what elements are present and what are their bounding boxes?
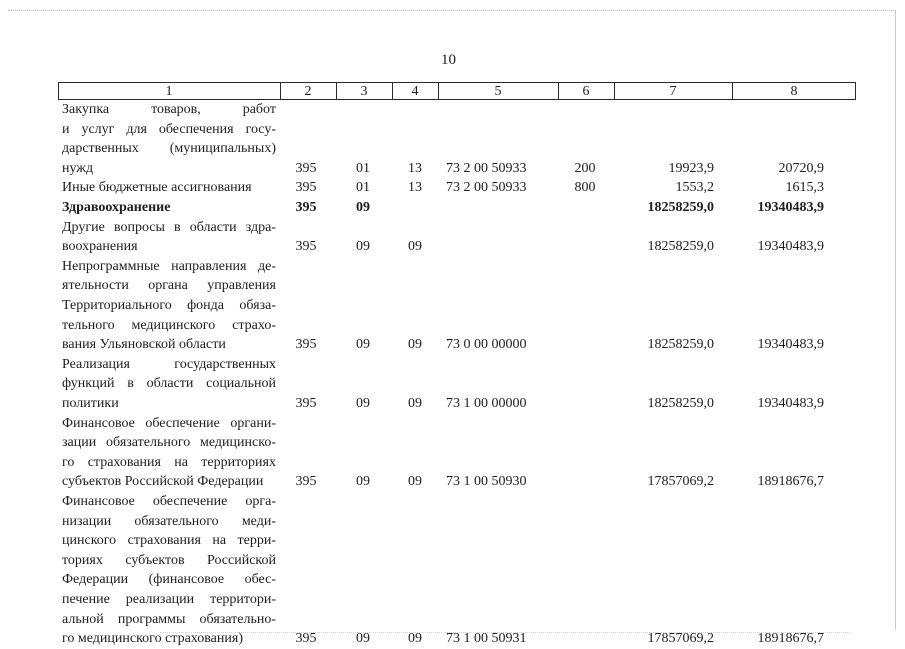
cell-c7: 18258259,0 bbox=[647, 239, 714, 255]
header-divider bbox=[855, 82, 856, 100]
cell-c7: 18258259,0 bbox=[647, 200, 714, 215]
cell-c5: 73 2 00 50933 bbox=[446, 180, 527, 196]
header-cell-7: 7 bbox=[669, 84, 677, 99]
cell-c3: 09 bbox=[356, 474, 370, 490]
header-cell-4: 4 bbox=[411, 84, 419, 99]
row-name-line: Непрограммные направления де- bbox=[62, 258, 276, 274]
row-name-line: и услуг для обеспечения госу- bbox=[62, 121, 276, 137]
header-cell-3: 3 bbox=[360, 84, 368, 99]
row-name-line: ятельности органа управления bbox=[62, 278, 276, 294]
cell-c6: 800 bbox=[574, 180, 596, 196]
row-name-line: Реализация государственных bbox=[62, 356, 276, 372]
cell-c8: 20720,9 bbox=[778, 160, 824, 176]
row-name-line: тельного медицинского страхо- bbox=[62, 317, 276, 333]
row-name bbox=[62, 178, 276, 198]
cell-c7: 17857069,2 bbox=[647, 631, 714, 647]
cell-c8: 19340483,9 bbox=[757, 337, 824, 353]
row-name bbox=[62, 355, 276, 414]
row-name-line: го страхования на территориях bbox=[62, 454, 276, 470]
row-name-line: го медицинского страхования) bbox=[62, 631, 243, 647]
cell-c2: 395 bbox=[295, 239, 317, 255]
row-name-line: альной программы обязательно- bbox=[62, 611, 276, 627]
cell-c7: 17857069,2 bbox=[647, 474, 714, 490]
cell-c8: 1615,3 bbox=[785, 180, 824, 196]
row-name bbox=[62, 198, 276, 218]
cell-c3: 09 bbox=[356, 239, 370, 255]
cell-c8: 19340483,9 bbox=[757, 396, 824, 411]
header-cell-8: 8 bbox=[790, 84, 798, 99]
row-name bbox=[62, 100, 276, 178]
cell-c2: 395 bbox=[295, 474, 317, 490]
cell-c4: 09 bbox=[408, 337, 422, 353]
cell-c6: 200 bbox=[574, 160, 596, 176]
cell-c8: 18918676,7 bbox=[757, 474, 824, 490]
cell-c5: 73 2 00 50933 bbox=[446, 160, 527, 176]
cell-c3: 09 bbox=[356, 337, 370, 353]
cell-c3: 09 bbox=[356, 200, 370, 215]
cell-c3: 01 bbox=[356, 180, 370, 196]
row-name-line: цинского страхования на терри- bbox=[62, 533, 276, 549]
cell-c3: 09 bbox=[356, 396, 370, 411]
cell-c8: 19340483,9 bbox=[757, 239, 824, 255]
cell-c7: 18258259,0 bbox=[647, 337, 714, 353]
cell-c7: 18258259,0 bbox=[647, 396, 714, 411]
cell-c2: 395 bbox=[295, 160, 317, 176]
cell-c8: 19340483,9 bbox=[757, 200, 824, 215]
cell-c5: 73 1 00 50930 bbox=[446, 474, 527, 490]
cell-c5: 73 1 00 50931 bbox=[446, 631, 527, 647]
cell-c2: 395 bbox=[295, 337, 317, 353]
row-name-line: Иные бюджетные ассигнования bbox=[62, 180, 252, 196]
cell-c3: 01 bbox=[356, 160, 370, 176]
row-name-line: воохранения bbox=[62, 239, 138, 255]
row-name-line: Финансовое обеспечение органи- bbox=[62, 415, 276, 431]
row-name-line: политики bbox=[62, 395, 119, 411]
row-name bbox=[62, 414, 276, 492]
cell-c2: 395 bbox=[295, 200, 317, 215]
row-name-line: зации обязательного медицинско- bbox=[62, 435, 276, 451]
row-name-line: функций в области социальной bbox=[62, 376, 276, 392]
cell-c5: 73 0 00 00000 bbox=[446, 337, 527, 353]
row-name-line: Закупка товаров, работ bbox=[62, 102, 276, 117]
table-header bbox=[58, 82, 856, 100]
header-cell-5: 5 bbox=[494, 84, 502, 99]
row-name-line: субъектов Российской Федерации bbox=[62, 474, 264, 490]
cell-c8: 18918676,7 bbox=[757, 631, 824, 647]
page-edge bbox=[8, 10, 896, 11]
row-name-line: ториях субъектов Российской bbox=[62, 552, 276, 568]
row-name-line: Территориального фонда обяза- bbox=[62, 297, 276, 313]
row-name-line: Другие вопросы в области здра- bbox=[62, 219, 276, 235]
row-name-line: нужд bbox=[62, 160, 94, 176]
page-edge bbox=[895, 10, 896, 630]
header-cell-6: 6 bbox=[582, 84, 590, 99]
header-cell-2: 2 bbox=[304, 84, 312, 99]
row-name-line: дарственных (муниципальных) bbox=[62, 141, 276, 157]
cell-c7: 19923,9 bbox=[668, 160, 714, 176]
cell-c2: 395 bbox=[295, 180, 317, 196]
row-name-line: Финансовое обеспечение орга- bbox=[62, 494, 276, 509]
row-name-line: Здравоохранение bbox=[62, 200, 171, 215]
row-name bbox=[62, 218, 276, 257]
row-name-line: вания Ульяновской области bbox=[62, 337, 226, 353]
row-name bbox=[62, 257, 276, 355]
row-name-line: низации обязательного меди- bbox=[62, 513, 276, 529]
cell-c4: 13 bbox=[408, 180, 422, 196]
row-name bbox=[62, 492, 276, 649]
cell-c2: 395 bbox=[295, 631, 317, 647]
cell-c4: 13 bbox=[408, 160, 422, 176]
cell-c2: 395 bbox=[295, 396, 317, 411]
cell-c4: 09 bbox=[408, 631, 422, 647]
row-name-line: печение реализации территори- bbox=[62, 591, 276, 607]
cell-c4: 09 bbox=[408, 474, 422, 490]
page-number: 10 bbox=[441, 52, 456, 68]
cell-c3: 09 bbox=[356, 631, 370, 647]
header-cell-1: 1 bbox=[165, 84, 173, 99]
cell-c5: 73 1 00 00000 bbox=[446, 396, 527, 411]
cell-c7: 1553,2 bbox=[675, 180, 714, 196]
row-name-line: Федерации (финансовое обес- bbox=[62, 572, 276, 588]
cell-c4: 09 bbox=[408, 396, 422, 411]
cell-c4: 09 bbox=[408, 239, 422, 255]
